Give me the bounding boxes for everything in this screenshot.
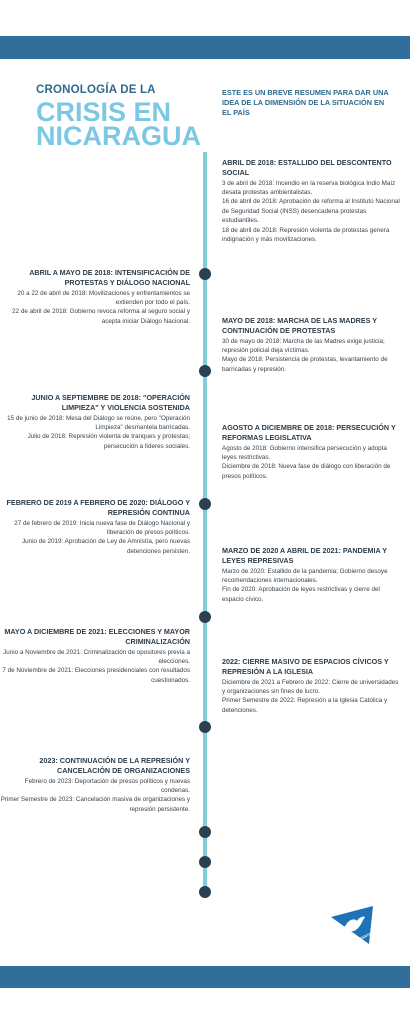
dove-icon — [328, 904, 376, 946]
title-line-3: NICARAGUA — [36, 121, 201, 151]
event-heading: ABRIL A MAYO DE 2018: INTENSIFICACIÓN DE PROTESTAS Y DIÁLOGO NACIONAL — [29, 268, 190, 287]
event-line: Julio de 2018: Represión violenta de tranques y protestas; persecución a líderes sociales. — [27, 433, 190, 450]
event-2023 — [0, 756, 190, 814]
svg-text:RESISTE: RESISTE — [356, 932, 372, 942]
event-heading: 2022: CIERRE MASIVO DE ESPACIOS CÍVICOS Y REPRESIÓN A LA IGLESIA — [222, 657, 389, 676]
event-heading: MAYO DE 2018: MARCHA DE LAS MADRES Y CONTINUACIÓN DE PROTESTAS — [222, 316, 377, 335]
title-line-2: CRISIS EN — [36, 97, 172, 127]
event-heading: MARZO DE 2020 A ABRIL DE 2021: PANDEMIA Y LEYES REPRESIVAS — [222, 546, 387, 565]
organization-logo — [328, 904, 376, 946]
event-line: 22 de abril de 2018: Gobierno revoca reforma al seguro social y acepta iniciar Diálogo Nacional. — [12, 308, 190, 325]
event-heading: AGOSTO A DICIEMBRE DE 2018: PERSECUCIÓN Y REFORMAS LEGISLATIVA — [222, 423, 396, 442]
event-line: Primer Semestre de 2022: Represión a la Iglesia Católica y detenciones. — [222, 697, 388, 714]
timeline-line — [203, 152, 207, 894]
event-line: 15 de junio de 2018: Mesa del Diálogo se reúne, pero "Operación Limpieza" desmantela barricadas. — [7, 414, 190, 431]
timeline-dot — [199, 721, 211, 733]
event-heading: FEBRERO DE 2019 A FEBRERO DE 2020: DIÁLOGO Y REPRESIÓN CONTINUA — [6, 498, 190, 517]
bottom-banner — [0, 966, 410, 988]
event-2022 — [222, 657, 402, 715]
event-2020-2021 — [222, 546, 402, 604]
event-heading: JUNIO A SEPTIEMBRE DE 2018: "OPERACIÓN LIMPIEZA" Y VIOLENCIA SOSTENIDA — [31, 393, 190, 412]
event-mayo-dic-2021 — [0, 627, 190, 685]
event-heading: ABRIL DE 2018: ESTALLIDO DEL DESCONTENTO SOCIAL — [222, 158, 392, 177]
event-line: 18 de abril de 2018: Represión violenta de protestas genera indignación y más movilizaciones. — [222, 226, 390, 244]
event-line: Junio a Noviembre de 2021: Criminalización de opositores previa a elecciones. — [3, 648, 190, 665]
page-title — [36, 84, 206, 151]
event-line: 3 de abril de 2018: Incendio en la reserva biológica Indio Maíz desata protestas ambientalistas. — [222, 179, 396, 196]
event-line: Marzo de 2020: Estallido de la pandemia; Gobierno desoye recomendaciones internacionales. — [222, 567, 388, 584]
event-2019-2020 — [0, 498, 190, 556]
timeline-dot — [199, 856, 211, 868]
event-line: 20 a 22 de abril de 2018: Movilizaciones y enfrentamientos se extienden por todo el país. — [17, 289, 190, 306]
event-line: Mayo de 2018: Persistencia de protestas, levantamiento de barricadas y represión. — [222, 356, 388, 373]
event-line: Agosto de 2018: Gobierno intensifica persecución y adopta leyes restrictivas. — [222, 444, 387, 461]
event-line: 30 de mayo de 2018: Marcha de las Madres exige justicia; represión policial deja víctimas. — [222, 337, 385, 354]
event-mayo-2018 — [222, 316, 402, 374]
event-line: Febrero de 2023: Deportación de presos políticos y nuevas condenas. — [24, 777, 190, 794]
event-line: 27 de febrero de 2019: Inicia nueva fase de Diálogo Nacional y liberación de presos políticos. — [14, 519, 190, 536]
title-line-1: CRONOLOGÍA DE LA — [36, 84, 156, 96]
timeline-dot — [199, 365, 211, 377]
event-heading: 2023: CONTINUACIÓN DE LA REPRESIÓN Y CANCELACIÓN DE ORGANIZACIONES — [39, 756, 190, 775]
event-line: 7 de Noviembre de 2021: Elecciones presidenciales con resultados cuestionados. — [2, 667, 190, 684]
event-line: Junio de 2019: Aprobación de Ley de Amnistía, pero nuevas detenciones persisten. — [21, 538, 190, 555]
event-junio-sept-2018 — [0, 393, 190, 451]
intro-text: ESTE ES UN BREVE RESUMEN PARA DAR UNA IDEA DE LA DIMENSIÓN DE LA SITUACIÓN EN EL PAÍS — [222, 88, 389, 117]
timeline-dot — [199, 826, 211, 838]
event-line: 16 de abril de 2018: Aprobación de reforma al Instituto Nacional de Seguridad Social (INSS) desencadena protestas estudiantiles. — [222, 198, 400, 225]
event-line: Fin de 2020: Aprobación de leyes restrictivas y cierre del espacio cívico. — [222, 586, 380, 603]
svg-text:NICARAGUA: NICARAGUA — [341, 936, 363, 946]
timeline-dot — [199, 268, 211, 280]
timeline-dot — [199, 886, 211, 898]
timeline-dot — [199, 611, 211, 623]
event-abril-mayo-2018 — [0, 268, 190, 326]
timeline-dot — [199, 498, 211, 510]
event-line: Diciembre de 2021 a Febrero de 2022: Cierre de universidades y organizaciones sin fines de lucro. — [222, 678, 399, 695]
event-line: Primer Semestre de 2023: Cancelación masiva de organizaciones y represión persistente. — [0, 796, 190, 813]
event-heading: MAYO A DICIEMBRE DE 2021: ELECCIONES Y MAYOR CRIMINALIZACIÓN — [4, 627, 190, 646]
event-agosto-dic-2018 — [222, 423, 402, 481]
event-line: Diciembre de 2018: Nueva fase de diálogo con liberación de presos políticos. — [222, 463, 391, 480]
top-banner — [0, 36, 410, 59]
event-abril-2018 — [222, 158, 402, 244]
